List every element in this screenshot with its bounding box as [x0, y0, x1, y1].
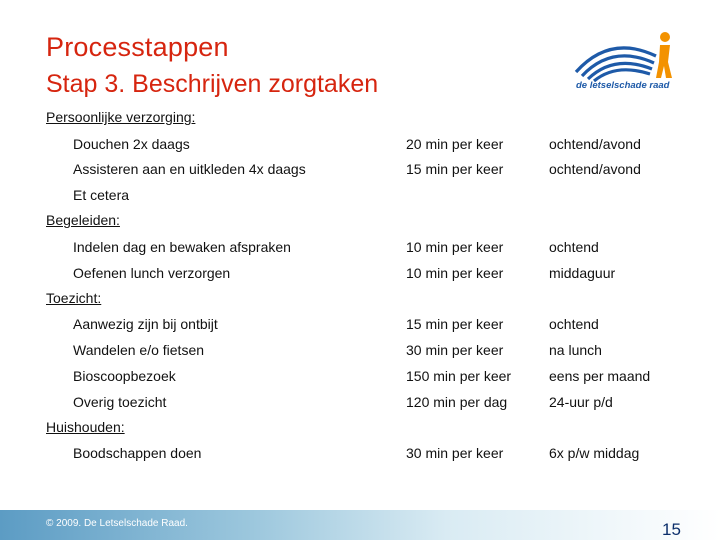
task-cell: Indelen dag en bewaken afspraken: [73, 239, 291, 255]
section-heading-begeleiden: Begeleiden:: [46, 212, 120, 228]
time-cell: 150 min per keer: [406, 368, 512, 384]
time-cell: 30 min per keer: [406, 445, 504, 461]
moment-cell: eens per maand: [549, 368, 651, 384]
table-row: [0, 161, 720, 181]
section-heading-huishouden: Huishouden:: [46, 419, 125, 435]
moment-cell: 24-uur p/d: [549, 394, 613, 410]
task-cell: Oefenen lunch verzorgen: [73, 265, 231, 281]
task-cell: Wandelen e/o fietsen: [73, 342, 205, 358]
copyright-notice: © 2009. De Letselschade Raad.: [46, 518, 188, 529]
time-cell: 15 min per keer: [406, 161, 504, 177]
table-row: [0, 136, 720, 156]
table-row: [0, 394, 720, 414]
time-cell: 20 min per keer: [406, 136, 504, 152]
table-row: [0, 342, 720, 362]
task-cell: Aanwezig zijn bij ontbijt: [73, 316, 218, 332]
table-row: [0, 368, 720, 388]
logo-text: de letselschade raad: [576, 80, 670, 91]
time-cell: 10 min per keer: [406, 239, 504, 255]
time-cell: 10 min per keer: [406, 265, 504, 281]
task-cell: Douchen 2x daags: [73, 136, 190, 152]
moment-cell: 6x p/w middag: [549, 445, 640, 461]
task-cell: Assisteren aan en uitkleden 4x daags: [73, 161, 306, 177]
table-row: [0, 316, 720, 336]
moment-cell: ochtend: [549, 316, 599, 332]
task-cell: Overig toezicht: [73, 394, 167, 410]
section-heading-toezicht: Toezicht:: [46, 290, 102, 306]
moment-cell: ochtend: [549, 239, 599, 255]
moment-cell: na lunch: [549, 342, 602, 358]
task-cell: Boodschappen doen: [73, 445, 202, 461]
table-row: [0, 239, 720, 259]
slide-title: Processtappen: [46, 32, 229, 62]
moment-cell: middaguur: [549, 265, 616, 281]
time-cell: 30 min per keer: [406, 342, 504, 358]
section-heading-persoonlijke-verzorging: Persoonlijke verzorging:: [46, 109, 196, 125]
moment-cell: ochtend/avond: [549, 161, 641, 177]
page-number: 15: [662, 520, 681, 539]
time-cell: 15 min per keer: [406, 316, 504, 332]
et-cetera-note: Et cetera: [73, 187, 130, 203]
table-row: [0, 445, 720, 465]
time-cell: 120 min per dag: [406, 394, 508, 410]
table-row: [0, 265, 720, 285]
slide-subtitle: Stap 3. Beschrijven zorgtaken: [46, 70, 379, 98]
moment-cell: ochtend/avond: [549, 136, 641, 152]
task-cell: Bioscoopbezoek: [73, 368, 176, 384]
